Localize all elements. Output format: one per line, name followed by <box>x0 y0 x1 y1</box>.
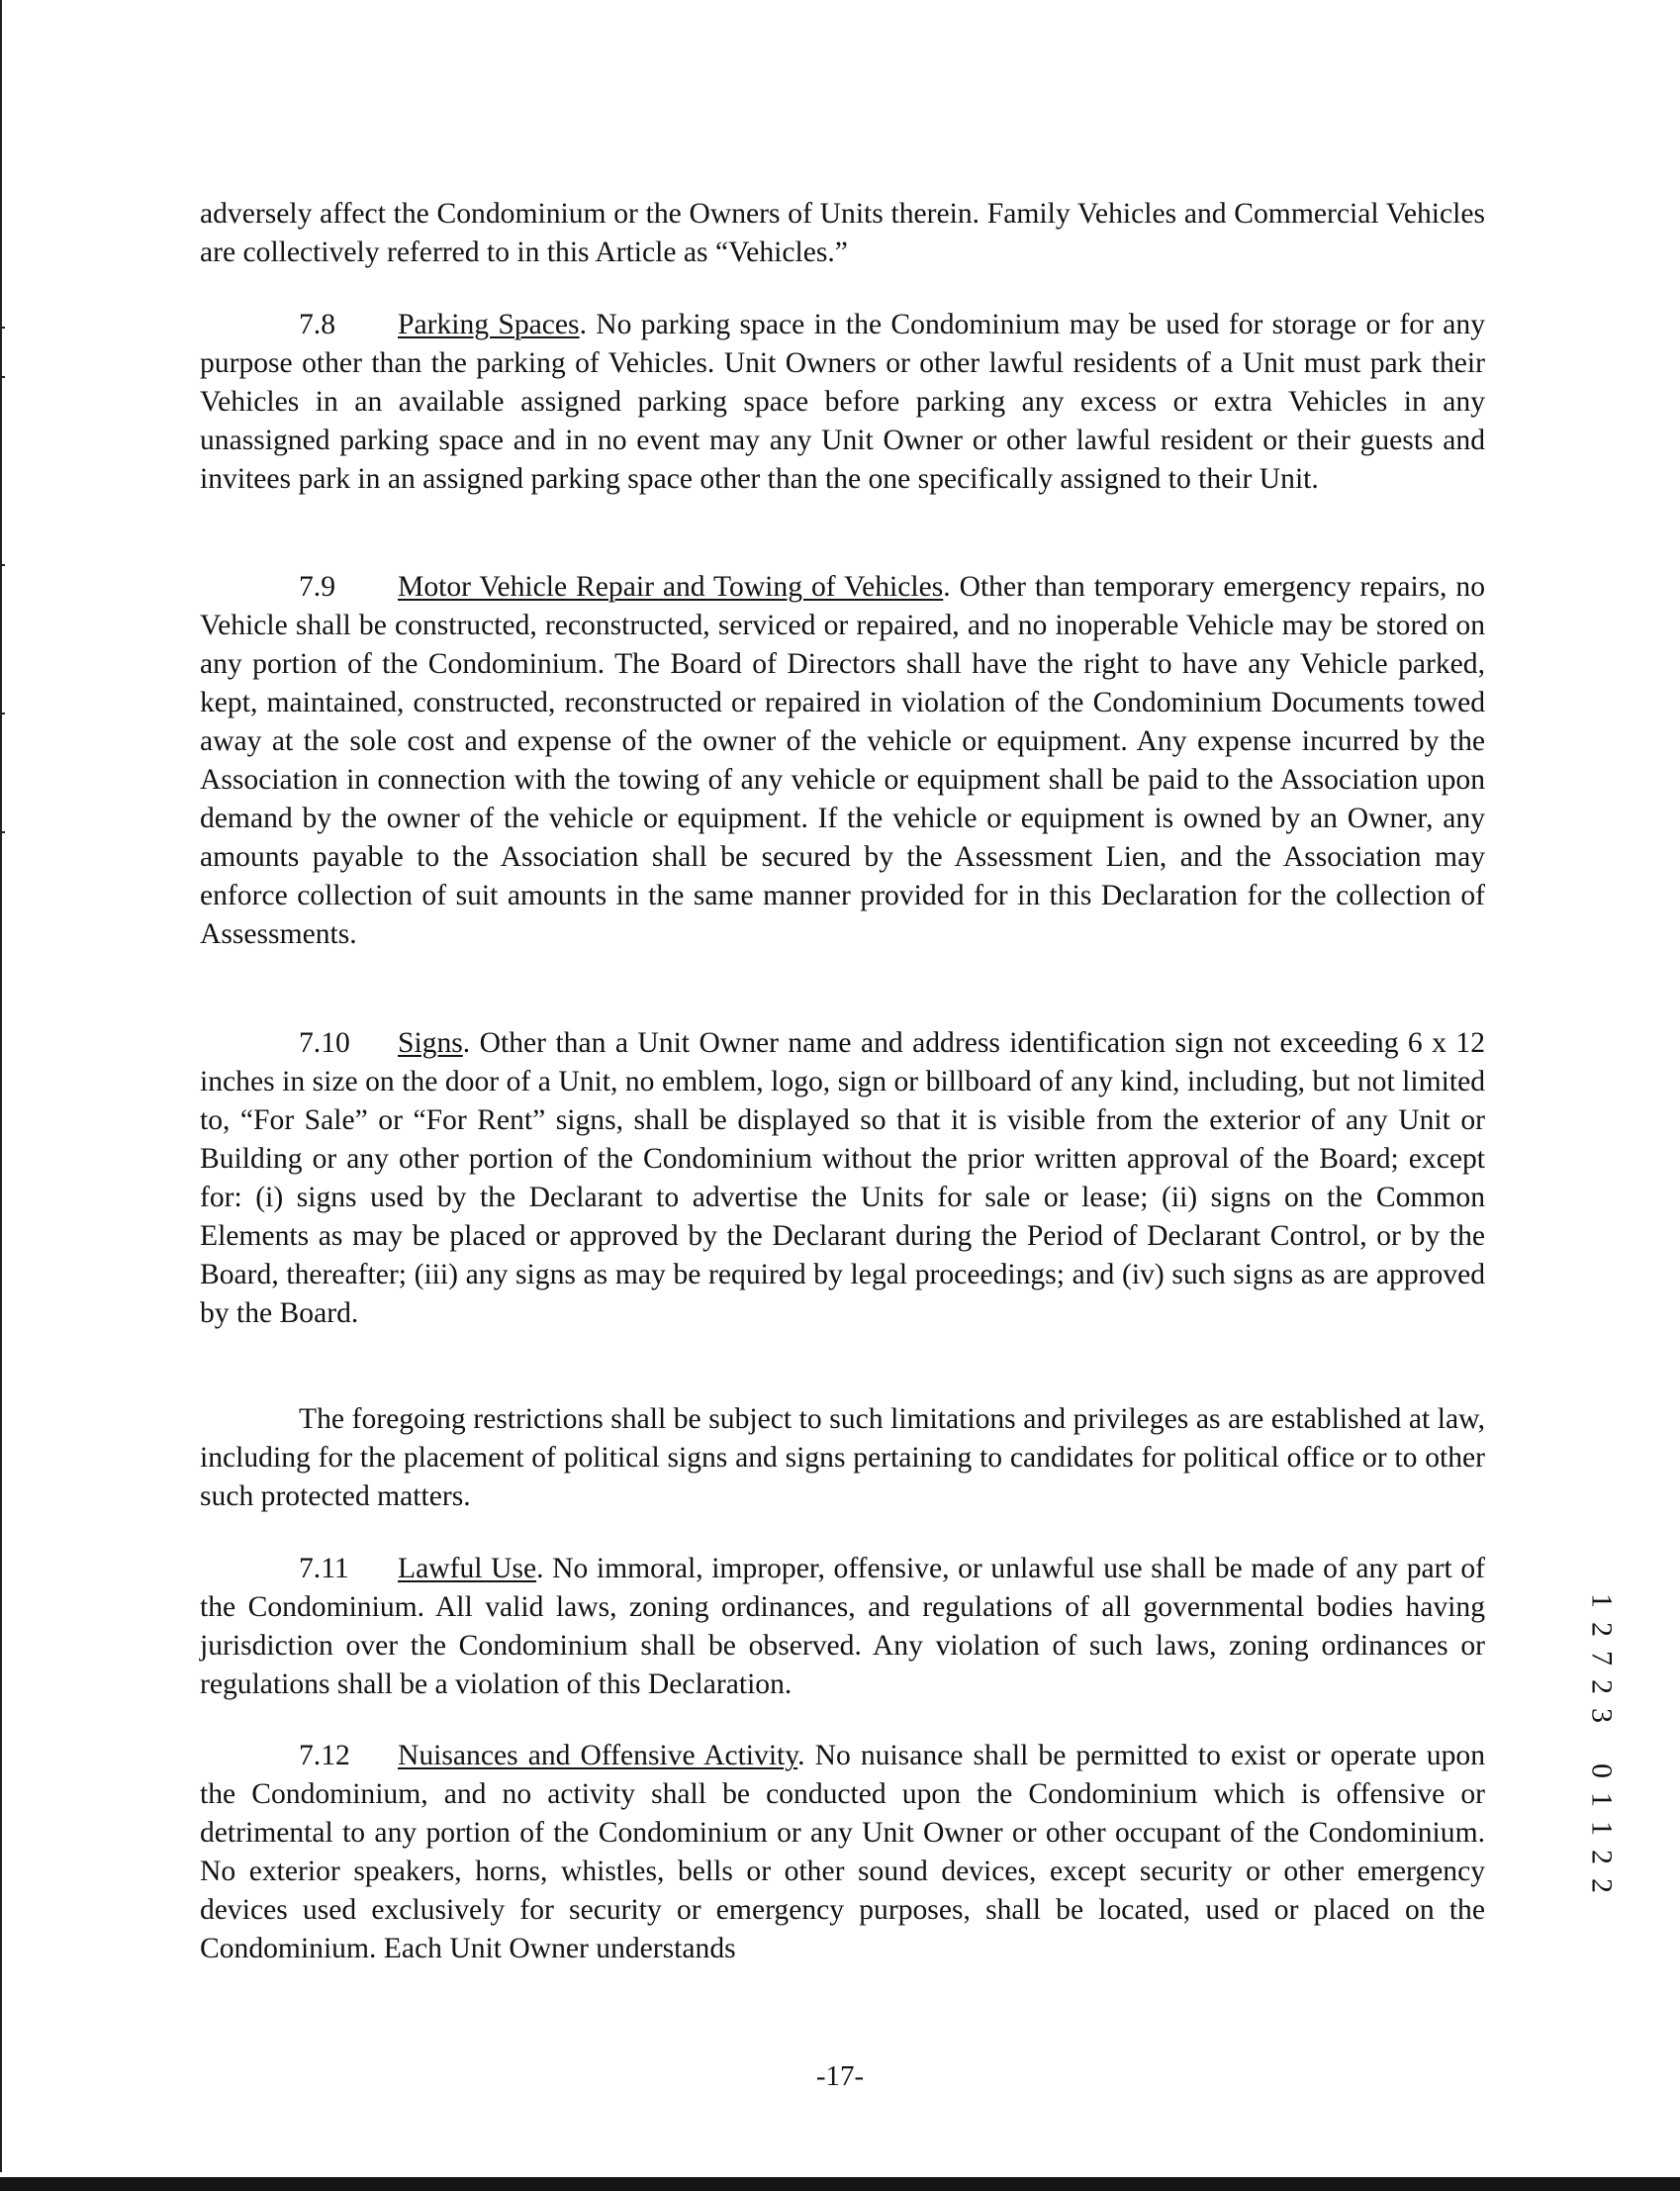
section-number: 7.11 <box>299 1553 349 1584</box>
stamp-gap <box>1585 1730 1619 1757</box>
scan-edge-mark <box>0 831 5 833</box>
section-7-12 <box>200 1737 1485 1968</box>
section-body: . No nuisance shall be permitted to exist or operate upon the Condominium, and no activity shall be conducted upon the Condominium which is offensive or detrimental to any portion of the Condominium or any Unit Owner or other occupant of the Condominium. No exterior speakers, horns, whistles, bells or other sound devices, except security or other emergency devices used exclusively for security or emergency purposes, shall be located, used or placed on the Condominium. Each Unit Owner understands <box>200 1740 1485 1964</box>
section-body: . Other than temporary emergency repairs, no Vehicle shall be constructed, reconstructed, serviced or repaired, and no inoperable Vehicle may be stored on any portion of the Condominium. The Board of Directors shall have the right to have any Vehicle parked, kept, maintained, constructed, reconstructed or repaired in violation of the Condominium Documents towed away at the sole cost and expense of the owner of the vehicle or equipment. Any expense incurred by the Association in connection with the towing of any vehicle or equipment shall be paid to the Association upon demand by the owner of the vehicle or equipment. If the vehicle or equipment is owned by an Owner, any amounts payable to the Association shall be secured by the Assessment Lien, and the Association may enforce collection of suit amounts in the same manner provided for in this Declaration for the collection of Assessments. <box>200 571 1485 950</box>
section-body: . Other than a Unit Owner name and address identification sign not exceeding 6 x 12 inches in size on the door of a Unit, no emblem, logo, sign or billboard of any kind, including, but not limited to, “For Sale” or “For Rent” signs, shall be displayed so that it is visible from the exterior of any Unit or Building or any other portion of the Condominium without the prior written approval of the Board; except for: (i) signs used by the Declarant to advertise the Units for sale or lease; (ii) signs on the Common Elements as may be placed or approved by the Declarant during the Period of Declarant Control, or by the Board, thereafter; (iii) any signs as may be required by legal proceedings; and (iv) such signs as are approved by the Board. <box>200 1027 1485 1329</box>
section-body: . No parking space in the Condominium may be used for storage or for any purpose other than the parking of Vehicles. Unit Owners or other lawful residents of a Unit must park their Vehicles in an available assigned parking space before parking any excess or extra Vehicles in any unassigned parking space and in no event may any Unit Owner or other lawful resident or their guests and invitees park in an assigned parking space other than the one specifically assigned to their Unit. <box>200 309 1486 495</box>
section-heading: Lawful Use <box>398 1553 537 1584</box>
stamp-digit: 2 <box>1585 1850 1619 1864</box>
signs-followup-paragraph <box>200 1400 1485 1516</box>
page-number: -17- <box>815 2060 865 2092</box>
section-number: 7.10 <box>299 1027 350 1059</box>
section-body: . No immoral, improper, offensive, or unlawful use shall be made of any part of the Condominium. All valid laws, zoning ordinances, and regulations of all governmental bodies having jurisdiction over the Condominium shall be observed. Any violation of such laws, zoning ordinances or regulations shall be a violation of this Declaration. <box>200 1553 1485 1700</box>
stamp-digit: 1 <box>1585 1821 1619 1836</box>
recording-stamp <box>1585 1586 1619 1900</box>
stamp-digit: 3 <box>1585 1708 1619 1723</box>
section-number: 7.12 <box>299 1740 350 1771</box>
scan-edge-mark <box>0 376 5 378</box>
section-number: 7.9 <box>299 571 335 603</box>
section-heading: Nuisances and Offensive Activity <box>398 1740 798 1771</box>
section-7-11 <box>200 1550 1485 1704</box>
stamp-digit: 1 <box>1585 1792 1619 1807</box>
section-7-9 <box>200 568 1485 954</box>
scan-bottom-edge <box>0 2177 1680 2191</box>
intro-text: adversely affect the Condominium or the Owners of Units therein. Family Vehicles and Commercial Vehicles are collectively referred to in this Article as “Vehicles.” <box>200 198 1485 268</box>
section-heading: Parking Spaces <box>398 309 580 340</box>
section-number: 7.8 <box>299 309 335 340</box>
intro-paragraph <box>200 195 1485 272</box>
scan-edge-mark <box>0 564 5 566</box>
stamp-digit: 2 <box>1585 1679 1619 1694</box>
stamp-digit: 2 <box>1585 1878 1619 1893</box>
stamp-digit: 2 <box>1585 1622 1619 1637</box>
section-7-8 <box>200 306 1485 499</box>
stamp-digit: 1 <box>1585 1593 1619 1608</box>
followup-text: The foregoing restrictions shall be subject to such limitations and privileges as are established at law, including for the placement of political signs and signs pertaining to candidates for political office or to other such protected matters. <box>200 1403 1485 1512</box>
scan-edge-mark <box>0 327 5 329</box>
section-heading: Signs <box>398 1027 463 1059</box>
scan-edge-mark <box>0 713 5 714</box>
section-heading: Motor Vehicle Repair and Towing of Vehicles <box>398 571 944 603</box>
section-7-10 <box>200 1024 1485 1333</box>
stamp-digit: 0 <box>1585 1763 1619 1778</box>
stamp-digit: 7 <box>1585 1651 1619 1666</box>
